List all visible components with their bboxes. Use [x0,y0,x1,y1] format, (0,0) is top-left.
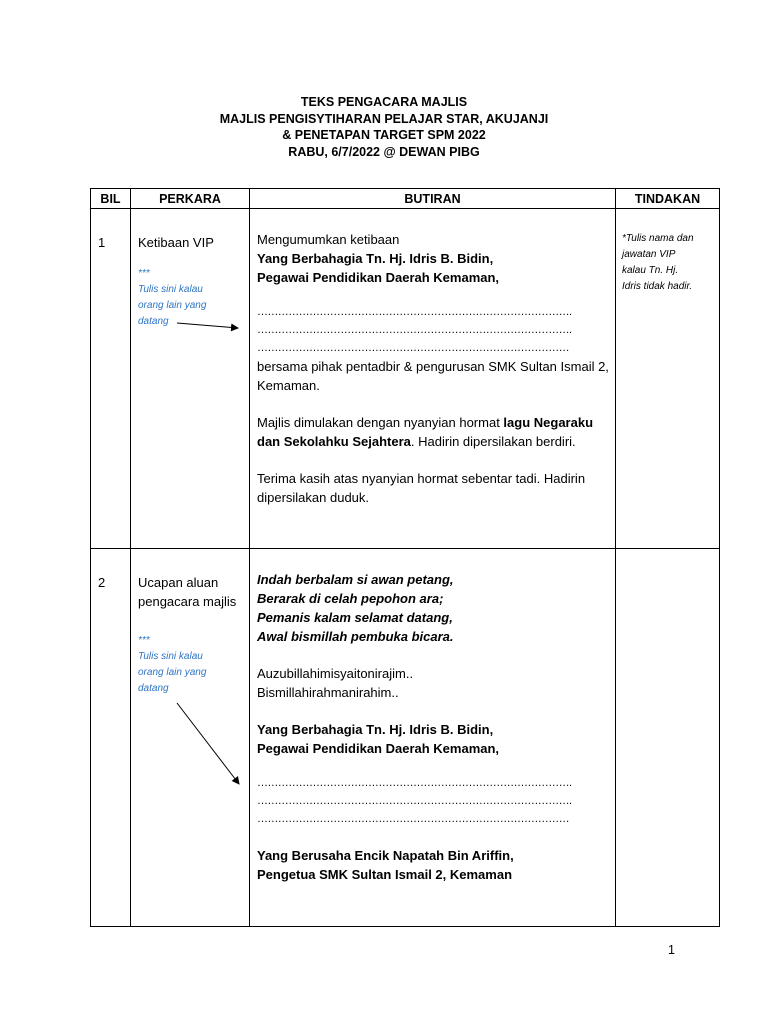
pantun-line: Indah berbalam si awan petang, [257,572,454,587]
blank-line: ………………………………………………………………………………. [257,306,572,318]
terima-kasih-paragraph: Terima kasih atas nyanyian hormat sebentar tadi. Hadirin dipersilakan duduk. [257,471,586,505]
instruction-note [138,633,245,697]
majlis-paragraph [257,413,609,451]
vip-name: Yang Berbahagia Tn. Hj. Idris B. Bidin, [257,722,494,737]
pengetua-title: Pengetua SMK Sultan Ismail 2, Kemaman [257,867,513,882]
butiran-intro: Mengumumkan ketibaan [257,232,400,247]
bil-number: 1 [98,235,106,250]
table-row [91,209,720,549]
blank-line: ………………………………………………………………………………. [257,777,572,789]
page-number: 1 [668,943,675,957]
tindakan-cell [616,549,720,927]
majlis-text: Majlis dimulakan dengan nyanyian hormat [257,415,504,430]
note-line: datang [138,683,169,694]
perkara-cell [131,209,250,549]
note-line: datang [138,316,169,327]
majlis-text: . Hadirin dipersilakan berdiri. [410,434,576,449]
pantun-line: Berarak di celah pepohon ara; [257,591,444,606]
bil-cell [91,549,131,927]
song-names: lagu Negaraku dan Sekolahku Sejahtera [257,415,594,449]
perkara-line: pengacara majlis [138,594,237,609]
title-line: MAJLIS PENGISYTIHARAN PELAJAR STAR, AKUJANJI [219,111,549,126]
vip-name: Yang Berbahagia Tn. Hj. Idris B. Bidin, [257,251,494,266]
blank-line: ………………………………………………………………………………. [257,324,572,336]
header-tindakan: TINDAKAN [616,189,720,209]
tindakan-cell [616,209,720,549]
perkara-label: Ketibaan VIP [138,235,214,250]
tindakan-line: kalau Tn. Hj. [622,265,679,276]
table-row [91,549,720,927]
title-line: & PENETAPAN TARGET SPM 2022 [282,128,486,142]
title-line: TEKS PENGACARA MAJLIS [300,95,468,109]
blank-line: ………………………………………………………………………………. [257,795,572,807]
tindakan-line: jawatan VIP [622,249,676,260]
document-title [0,94,768,160]
note-line: Tulis sini kalau [138,284,203,295]
note-stars: *** [138,268,150,279]
doa-line: Auzubillahimisyaitonirajim.. [257,666,414,681]
bil-number: 2 [98,575,106,590]
blank-line: ……………………………………………………………………………… [257,813,570,825]
note-line: orang lain yang [138,300,207,311]
note-stars: *** [138,635,150,646]
header-bil: BIL [91,189,131,209]
program-table [90,188,720,927]
tindakan-line: Idris tidak hadir. [622,281,693,292]
butiran-cell [250,209,616,549]
perkara-line: Ucapan aluan [138,575,219,590]
table-header-row [91,189,720,209]
note-line: orang lain yang [138,667,207,678]
title-line: RABU, 6/7/2022 @ DEWAN PIBG [288,144,480,159]
bersama-paragraph: bersama pihak pentadbir & pengurusan SMK Sultan Ismail 2, Kemaman. [257,359,609,393]
tindakan-line: *Tulis nama dan [622,233,694,244]
pantun-line: Pemanis kalam selamat datang, [257,610,453,625]
note-line: Tulis sini kalau [138,651,203,662]
perkara-label [138,573,245,611]
pantun-line: Awal bismillah pembuka bicara. [257,629,454,644]
instruction-note [138,266,245,330]
header-butiran: BUTIRAN [250,189,616,209]
tindakan-note [616,549,719,571]
perkara-cell [131,549,250,927]
header-perkara: PERKARA [131,189,250,209]
vip-title: Pegawai Pendidikan Daerah Kemaman, [257,741,500,756]
bil-cell [91,209,131,549]
butiran-cell [250,549,616,927]
vip-title: Pegawai Pendidikan Daerah Kemaman, [257,270,500,285]
doa-line: Bismillahirahmanirahim.. [257,685,399,700]
pengetua-name: Yang Berusaha Encik Napatah Bin Ariffin, [257,848,514,863]
blank-line: ……………………………………………………………………………… [257,342,570,354]
tindakan-note [616,209,719,295]
